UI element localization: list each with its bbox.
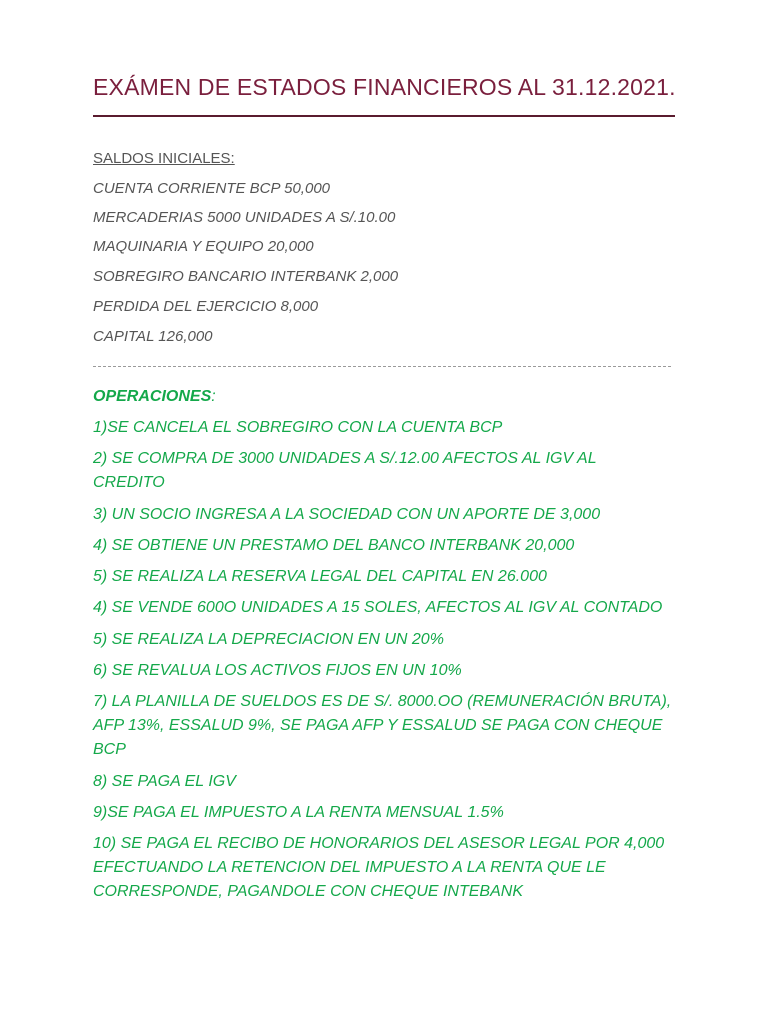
operacion-item-11: 9)SE PAGA EL IMPUESTO A LA RENTA MENSUAL 1.5% xyxy=(93,804,504,821)
operacion-item-2: 2) SE COMPRA DE 3000 UNIDADES A S/.12.00 AFECTOS AL IGV AL CREDITO xyxy=(93,450,597,491)
title-underline xyxy=(93,115,675,117)
operaciones-heading xyxy=(93,385,683,409)
operacion-item-4: 4) SE OBTIENE UN PRESTAMO DEL BANCO INTERBANK 20,000 xyxy=(93,537,575,554)
operacion-item-10: 8) SE PAGA EL IGV xyxy=(93,773,236,790)
saldo-item-cuenta-corriente: CUENTA CORRIENTE BCP 50,000 xyxy=(93,180,331,197)
saldos-heading: SALDOS INICIALES: xyxy=(93,150,235,167)
saldo-item-mercaderias: MERCADERIAS 5000 UNIDADES A S/.10.00 xyxy=(93,209,396,226)
operacion-item-1: 1)SE CANCELA EL SOBREGIRO CON LA CUENTA BCP xyxy=(93,419,503,436)
operacion-item-3: 3) UN SOCIO INGRESA A LA SOCIEDAD CON UN APORTE DE 3,000 xyxy=(93,506,601,523)
operaciones-heading-colon: : xyxy=(211,388,216,405)
operacion-item-12: 10) SE PAGA EL RECIBO DE HONORARIOS DEL ASESOR LEGAL POR 4,000 EFECTUANDO LA RETENCION DEL IMPUESTO A LA RENTA QUE LE CORRESPONDE, PAGANDOLE CON CHEQUE INTEBANK xyxy=(93,835,665,900)
section-divider xyxy=(93,366,671,367)
operacion-item-5: 5) SE REALIZA LA RESERVA LEGAL DEL CAPITAL EN 26.000 xyxy=(93,568,547,585)
operacion-item-9: 7) LA PLANILLA DE SUELDOS ES DE S/. 8000.OO (REMUNERACIÓN BRUTA), AFP 13%, ESSALUD 9%, SE PAGA AFP Y ESSALUD SE PAGA CON CHEQUE BCP xyxy=(93,693,672,758)
operacion-item-6: 4) SE VENDE 600O UNIDADES A 15 SOLES, AFECTOS AL IGV AL CONTADO xyxy=(93,599,663,616)
operacion-item-7: 5) SE REALIZA LA DEPRECIACION EN UN 20% xyxy=(93,631,444,648)
operacion-item-8: 6) SE REVALUA LOS ACTIVOS FIJOS EN UN 10% xyxy=(93,662,462,679)
saldo-item-perdida: PERDIDA DEL EJERCICIO 8,000 xyxy=(93,298,319,315)
saldo-item-capital: CAPITAL 126,000 xyxy=(93,328,213,345)
document-title: EXÁMEN DE ESTADOS FINANCIEROS AL 31.12.2021. xyxy=(93,74,676,100)
saldo-item-sobregiro: SOBREGIRO BANCARIO INTERBANK 2,000 xyxy=(93,268,399,285)
saldo-item-maquinaria: MAQUINARIA Y EQUIPO 20,000 xyxy=(93,238,314,255)
operaciones-heading-text: OPERACIONES xyxy=(93,388,212,405)
